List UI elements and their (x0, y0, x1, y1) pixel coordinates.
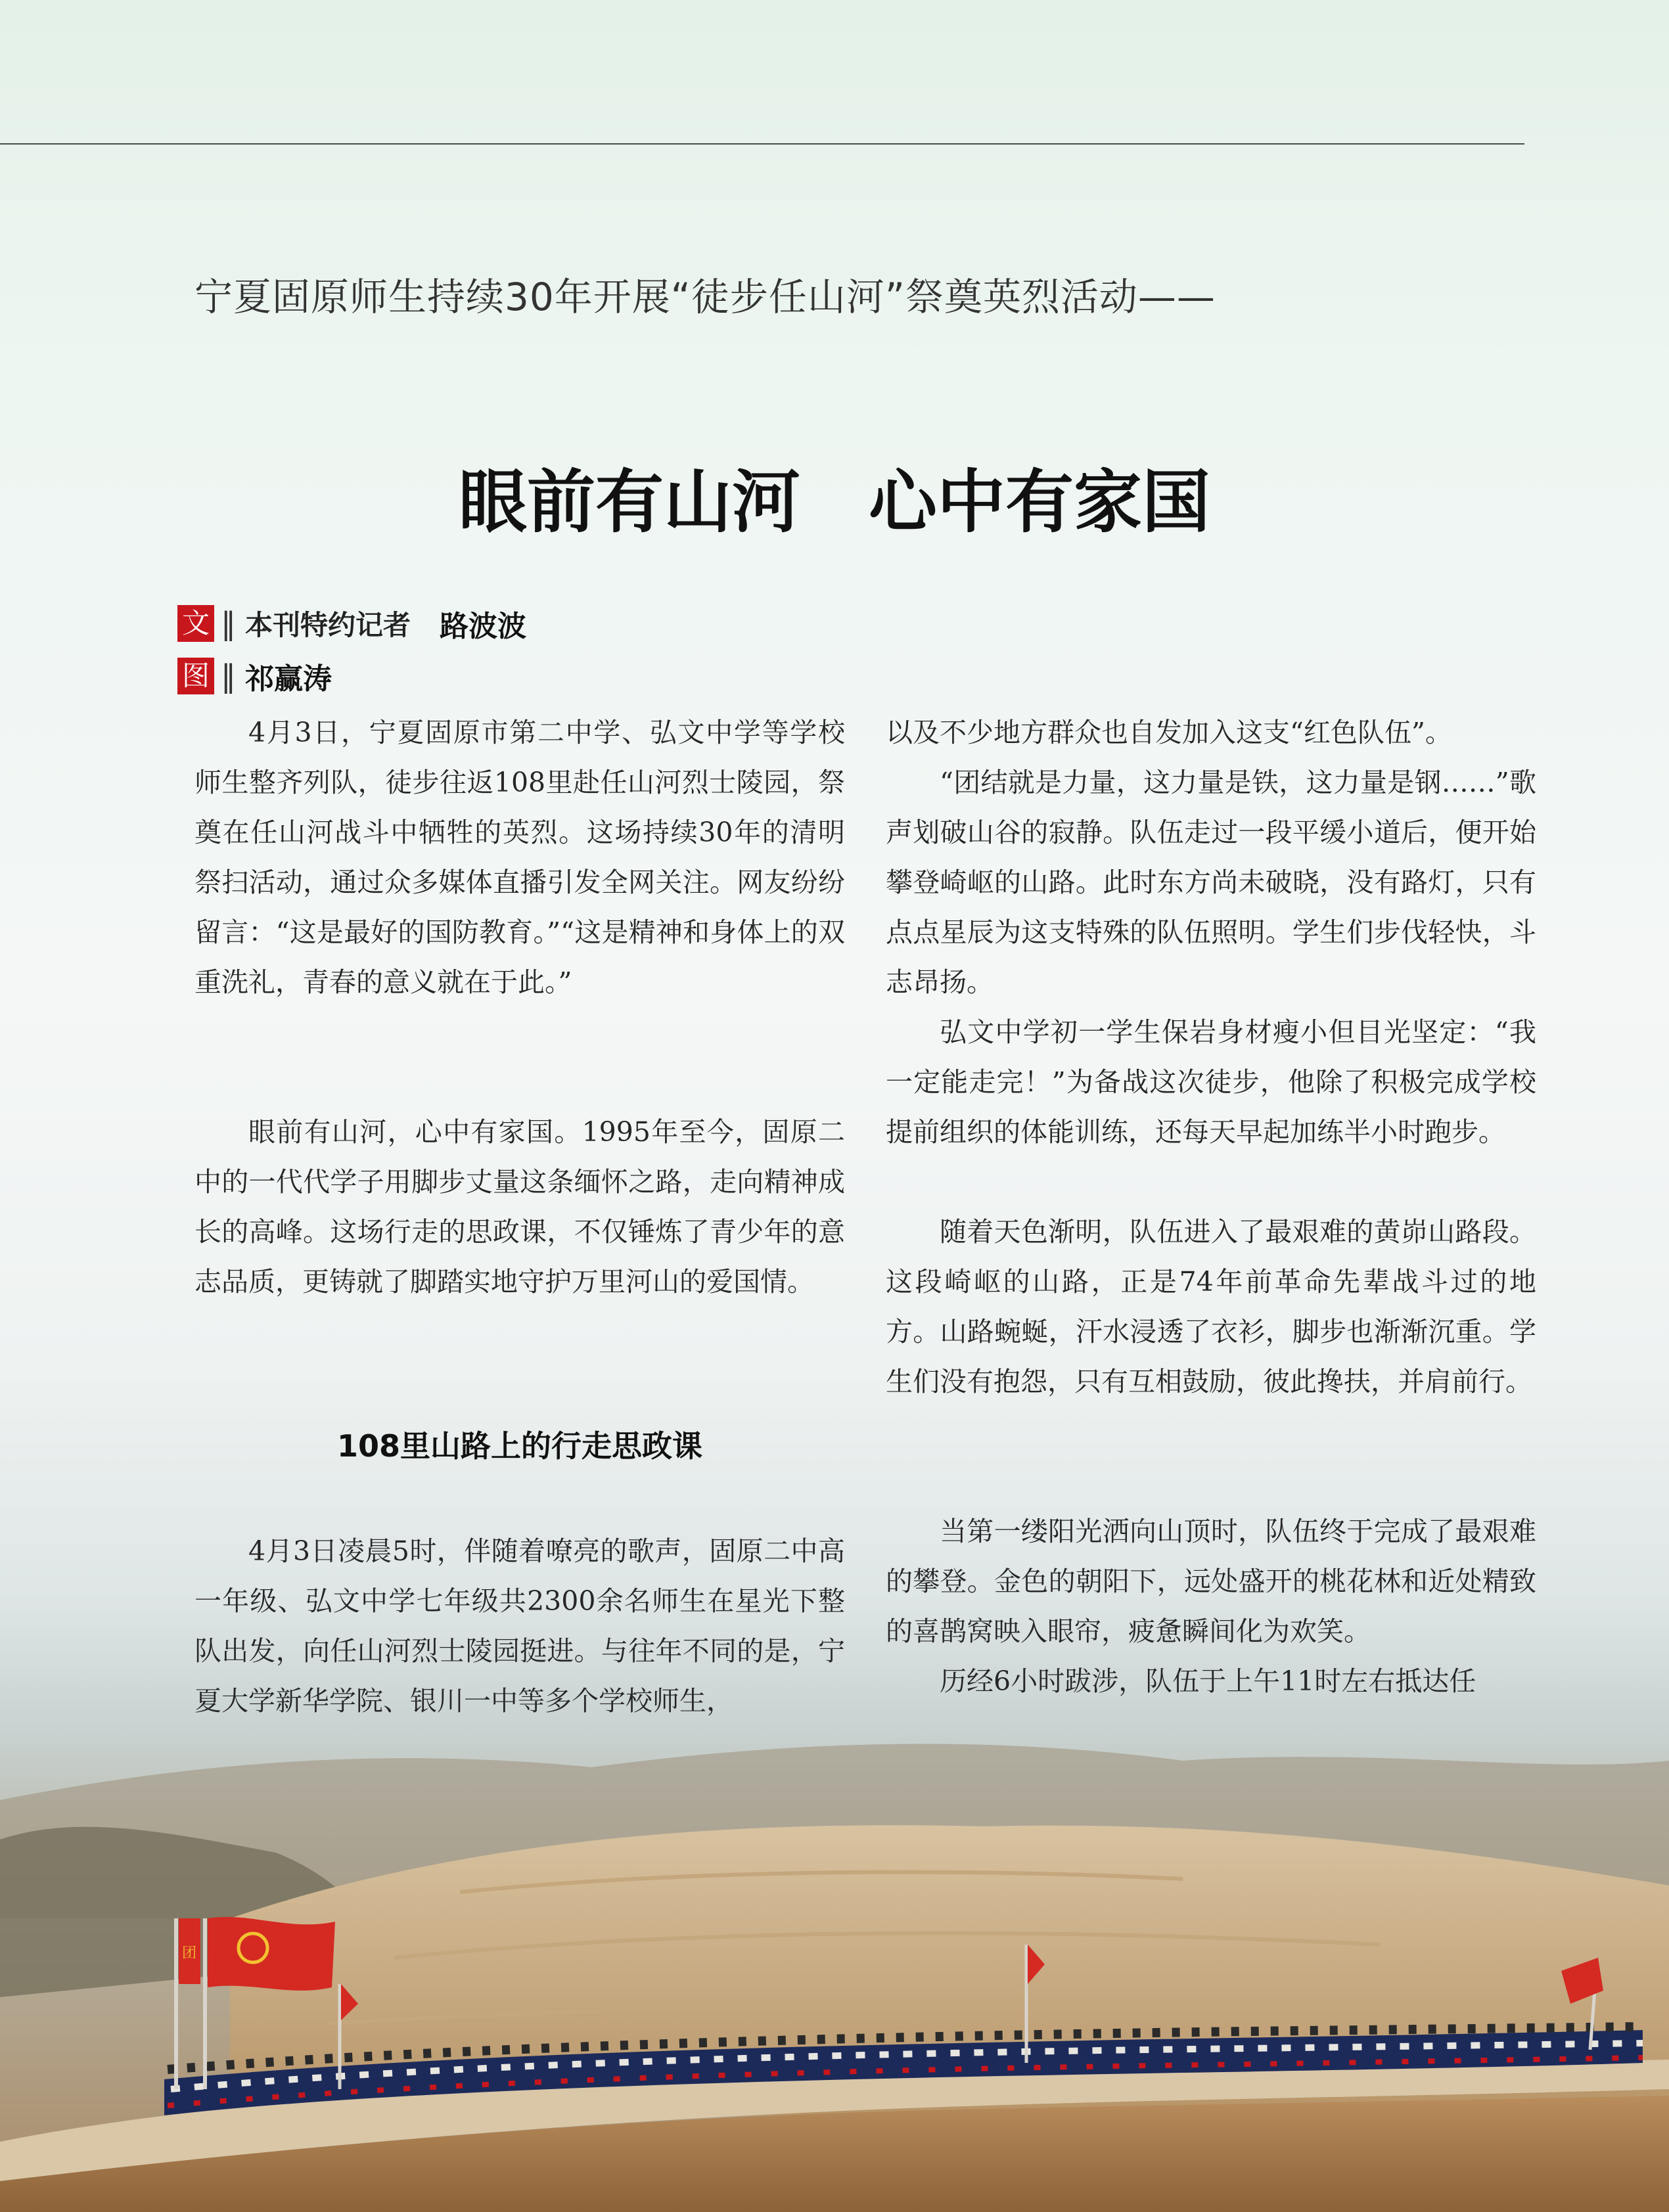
flag-character: 团 (181, 1945, 197, 1962)
photographer-name: 祁赢涛 (245, 662, 332, 696)
marching-students-photo (0, 1721, 1669, 2212)
body-paragraph: 以及不少地方群众也自发加入这支“红色队伍”。 (886, 717, 1452, 748)
body-paragraph: 眼前有山河，心中有家国。1995年至今，固原二中的一代代学子用脚步丈量这条缅怀之路，走向精神成长的高峰。这场行走的思政课，不仅锤炼了青少年的意志品质，更铸就了脚踏实地守护万里河山的爱国情。 (194, 1116, 845, 1298)
body-paragraph: 历经6小时跋涉，队伍于上午11时左右抵达任 (940, 1665, 1476, 1697)
body-paragraph: 4月3日凌晨5时，伴随着嘹亮的歌声，固原二中高一年级、弘文中学七年级共2300余名师生在星光下整队出发，向任山河烈士陵园挺进。与往年不同的是，宁夏大学新华学院、银川一中等多个学校师生， (194, 1535, 845, 1717)
byline-photographer (177, 657, 332, 695)
body-paragraph: 4月3日，宁夏固原市第二中学、弘文中学等学校师生整齐列队，徒步往返108里赴任山河烈士陵园，祭奠在任山河战斗中牺牲的英烈。这场持续30年的清明祭扫活动，通过众多媒体直播引发全网关注。网友纷纷留言：“这是最好的国防教育。”“这是精神和身体上的双重洗礼，青春的意义就在于此。” (194, 717, 845, 998)
writer-role: 本刊特约记者 (245, 609, 411, 641)
section-heading: 108里山路上的行走思政课 (336, 1428, 703, 1464)
byline-separator: ‖ (221, 658, 236, 694)
text-credit-tag: 文 (177, 605, 214, 642)
article-headline: 眼前有山河 心中有家国 (458, 462, 1210, 542)
body-paragraph: “团结就是力量，这力量是铁，这力量是钢……”歌声划破山谷的寂静。队伍走过一段平缓小道后，便开始攀登崎岖的山路。此时东方尚未破晓，没有路灯，只有点点星辰为这支特殊的队伍照明。学生们步伐轻快，斗志昂扬。 (886, 767, 1536, 998)
body-paragraph: 当第一缕阳光洒向山顶时，队伍终于完成了最艰难的攀登。金色的朝阳下，远处盛开的桃花林和近处精致的喜鹊窝映入眼帘，疲惫瞬间化为欢笑。 (886, 1516, 1536, 1647)
byline-separator: ‖ (221, 606, 236, 641)
photo-credit-tag: 图 (177, 658, 214, 694)
body-paragraph: 随着天色渐明，队伍进入了最艰难的黄峁山路段。这段崎岖的山路，正是74年前革命先辈战斗过的地方。山路蜿蜒，汗水浸透了衣衫，脚步也渐渐沉重。学生们没有抱怨，只有互相鼓励，彼此搀扶，并肩前行。 (886, 1216, 1536, 1397)
writer-name: 路波波 (440, 610, 527, 643)
byline-writer (177, 604, 526, 643)
header-rule (0, 143, 1524, 145)
body-paragraph: 弘文中学初一学生保岩身材瘦小但目光坚定：“我一定能走完！”为备战这次徒步，他除了积极完成学校提前组织的体能训练，还每天早起加练半小时跑步。 (886, 1016, 1536, 1148)
article-kicker: 宁夏固原师生持续30年开展“徒步任山河”祭奠英烈活动—— (194, 275, 1216, 319)
